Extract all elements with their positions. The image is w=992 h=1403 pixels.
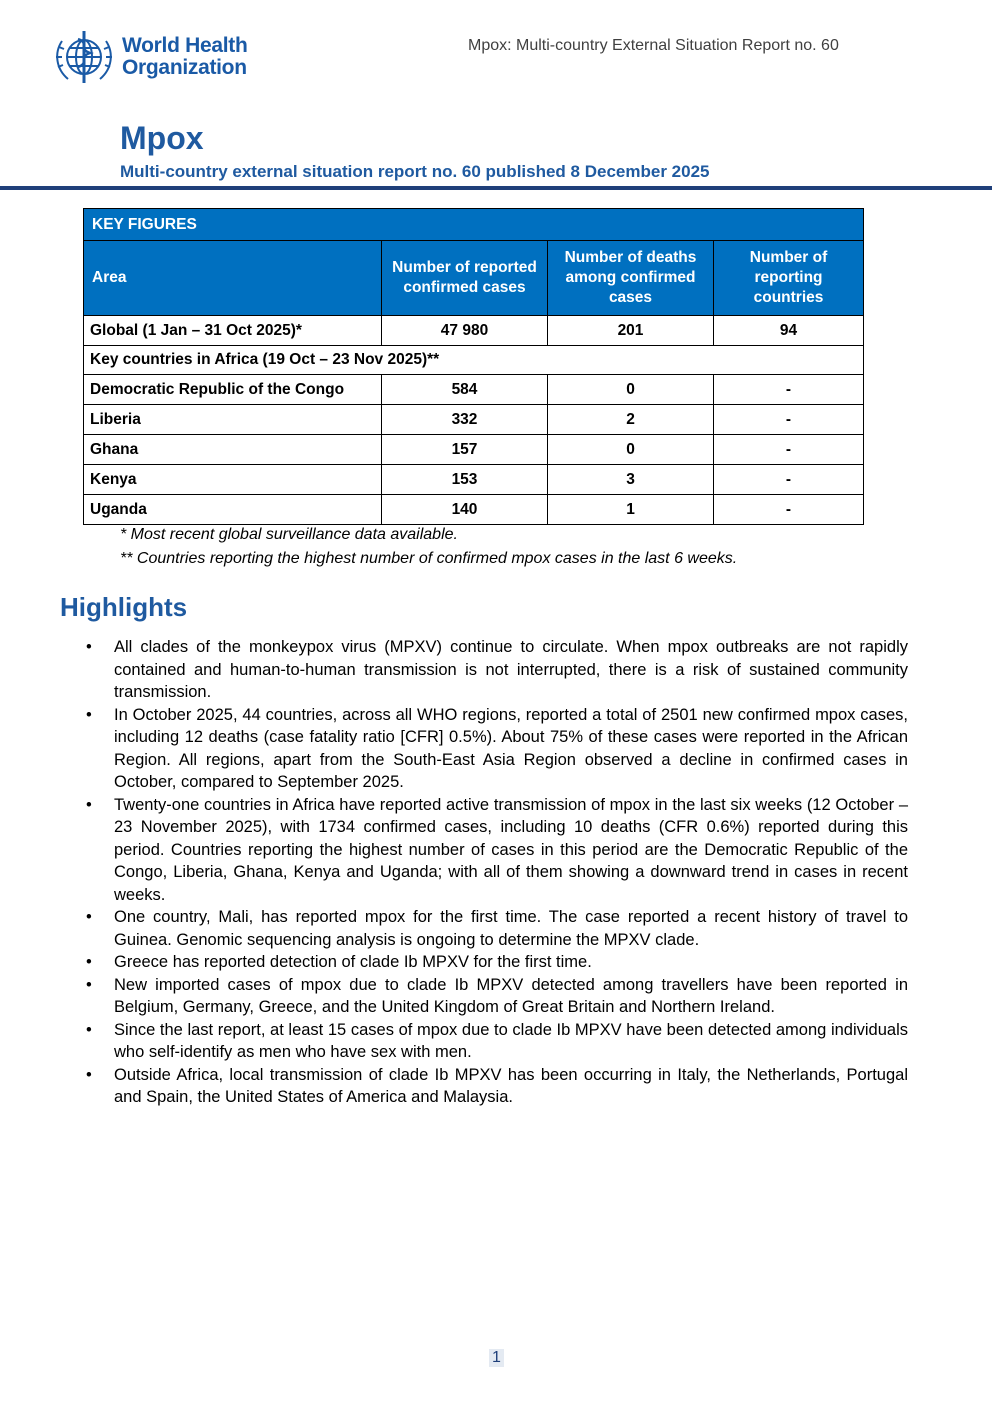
footnote-1: * Most recent global surveillance data available. (120, 526, 458, 543)
row-area: Ghana (84, 435, 382, 465)
running-header: Mpox: Multi-country External Situation Report no. 60 (468, 37, 839, 54)
table-row (84, 495, 864, 525)
logo-line-1: World Health (122, 34, 248, 57)
row-cases: 332 (382, 405, 548, 435)
page-title: Mpox (120, 120, 204, 156)
list-item: • In October 2025, 44 countries, across all WHO regions, reported a total of 2501 new confirmed mpox cases, including 12 deaths (case fatality ratio [CFR] 0.5%). About 75% of these cases were reported in the African Region. All regions, apart from the South-East Asia Region observed a decline in confirmed cases in October, compared to September 2025. (84, 704, 908, 794)
list-item: • Greece has reported detection of clade Ib MPXV for the first time. (84, 951, 908, 974)
list-item: • All clades of the monkeypox virus (MPXV) continue to circulate. When mpox outbreaks are not rapidly contained and human-to-human transmission is not interrupted, there is a risk of sustained community transmission. (84, 636, 908, 704)
global-area: Global (1 Jan – 31 Oct 2025)* (84, 316, 382, 346)
col-countries-header: Number of reporting countries (714, 241, 864, 316)
row-cases: 140 (382, 495, 548, 525)
list-item: • Since the last report, at least 15 cases of mpox due to clade Ib MPXV have been detected among individuals who self-identify as men who have sex with men. (84, 1019, 908, 1064)
row-countries: - (714, 495, 864, 525)
list-item: • New imported cases of mpox due to clade Ib MPXV detected among travellers have been reported in Belgium, Germany, Greece, and the United Kingdom of Great Britain and Northern Ireland. (84, 974, 908, 1019)
who-logo (50, 27, 248, 87)
row-deaths: 1 (548, 495, 714, 525)
table-row (84, 465, 864, 495)
row-area: Uganda (84, 495, 382, 525)
row-deaths: 0 (548, 435, 714, 465)
table-row (84, 375, 864, 405)
list-item: • Twenty-one countries in Africa have reported active transmission of mpox in the last six weeks (12 October – 23 November 2025), with 1734 confirmed cases, including 10 deaths (CFR 0.6%) reported during this period. Countries reporting the highest number of cases in this period are the Democratic Republic of the Congo, Liberia, Ghana, Kenya and Uganda; with all of them showing a downward trend in cases in recent weeks. (84, 794, 908, 907)
row-countries: - (714, 435, 864, 465)
key-figures-heading-row (84, 209, 864, 241)
col-area-header: Area (84, 241, 382, 316)
row-area: Liberia (84, 405, 382, 435)
table-row (84, 405, 864, 435)
row-area: Democratic Republic of the Congo (84, 375, 382, 405)
global-countries: 94 (714, 316, 864, 346)
footnote-2: ** Countries reporting the highest number of confirmed mpox cases in the last 6 weeks. (120, 550, 738, 567)
row-cases: 157 (382, 435, 548, 465)
row-deaths: 0 (548, 375, 714, 405)
page-number: 1 (489, 1349, 504, 1367)
highlights-list (84, 636, 908, 1109)
row-cases: 584 (382, 375, 548, 405)
row-area: Kenya (84, 465, 382, 495)
column-header-row (84, 241, 864, 316)
table-row (84, 435, 864, 465)
title-divider (0, 186, 992, 190)
row-countries: - (714, 405, 864, 435)
row-deaths: 3 (548, 465, 714, 495)
highlights-heading: Highlights (60, 592, 188, 622)
africa-subheading-row (84, 346, 864, 375)
col-cases-header: Number of reported confirmed cases (382, 241, 548, 316)
key-figures-table (83, 208, 864, 525)
key-figures-heading: KEY FIGURES (84, 209, 864, 241)
global-row (84, 316, 864, 346)
row-deaths: 2 (548, 405, 714, 435)
list-item: • Outside Africa, local transmission of clade Ib MPXV has been occurring in Italy, the Netherlands, Portugal and Spain, the United States of America and Malaysia. (84, 1064, 908, 1109)
list-item: • One country, Mali, has reported mpox for the first time. The case reported a recent history of travel to Guinea. Genomic sequencing analysis is ongoing to determine the MPXV clade. (84, 906, 908, 951)
row-countries: - (714, 465, 864, 495)
global-cases: 47 980 (382, 316, 548, 346)
row-cases: 153 (382, 465, 548, 495)
row-countries: - (714, 375, 864, 405)
who-emblem-icon (50, 27, 118, 87)
col-deaths-header: Number of deaths among confirmed cases (548, 241, 714, 316)
global-deaths: 201 (548, 316, 714, 346)
page-subtitle: Multi-country external situation report no. 60 published 8 December 2025 (120, 162, 710, 181)
africa-subheading: Key countries in Africa (19 Oct – 23 Nov 2025)** (84, 346, 864, 375)
logo-line-2: Organization (122, 56, 247, 79)
